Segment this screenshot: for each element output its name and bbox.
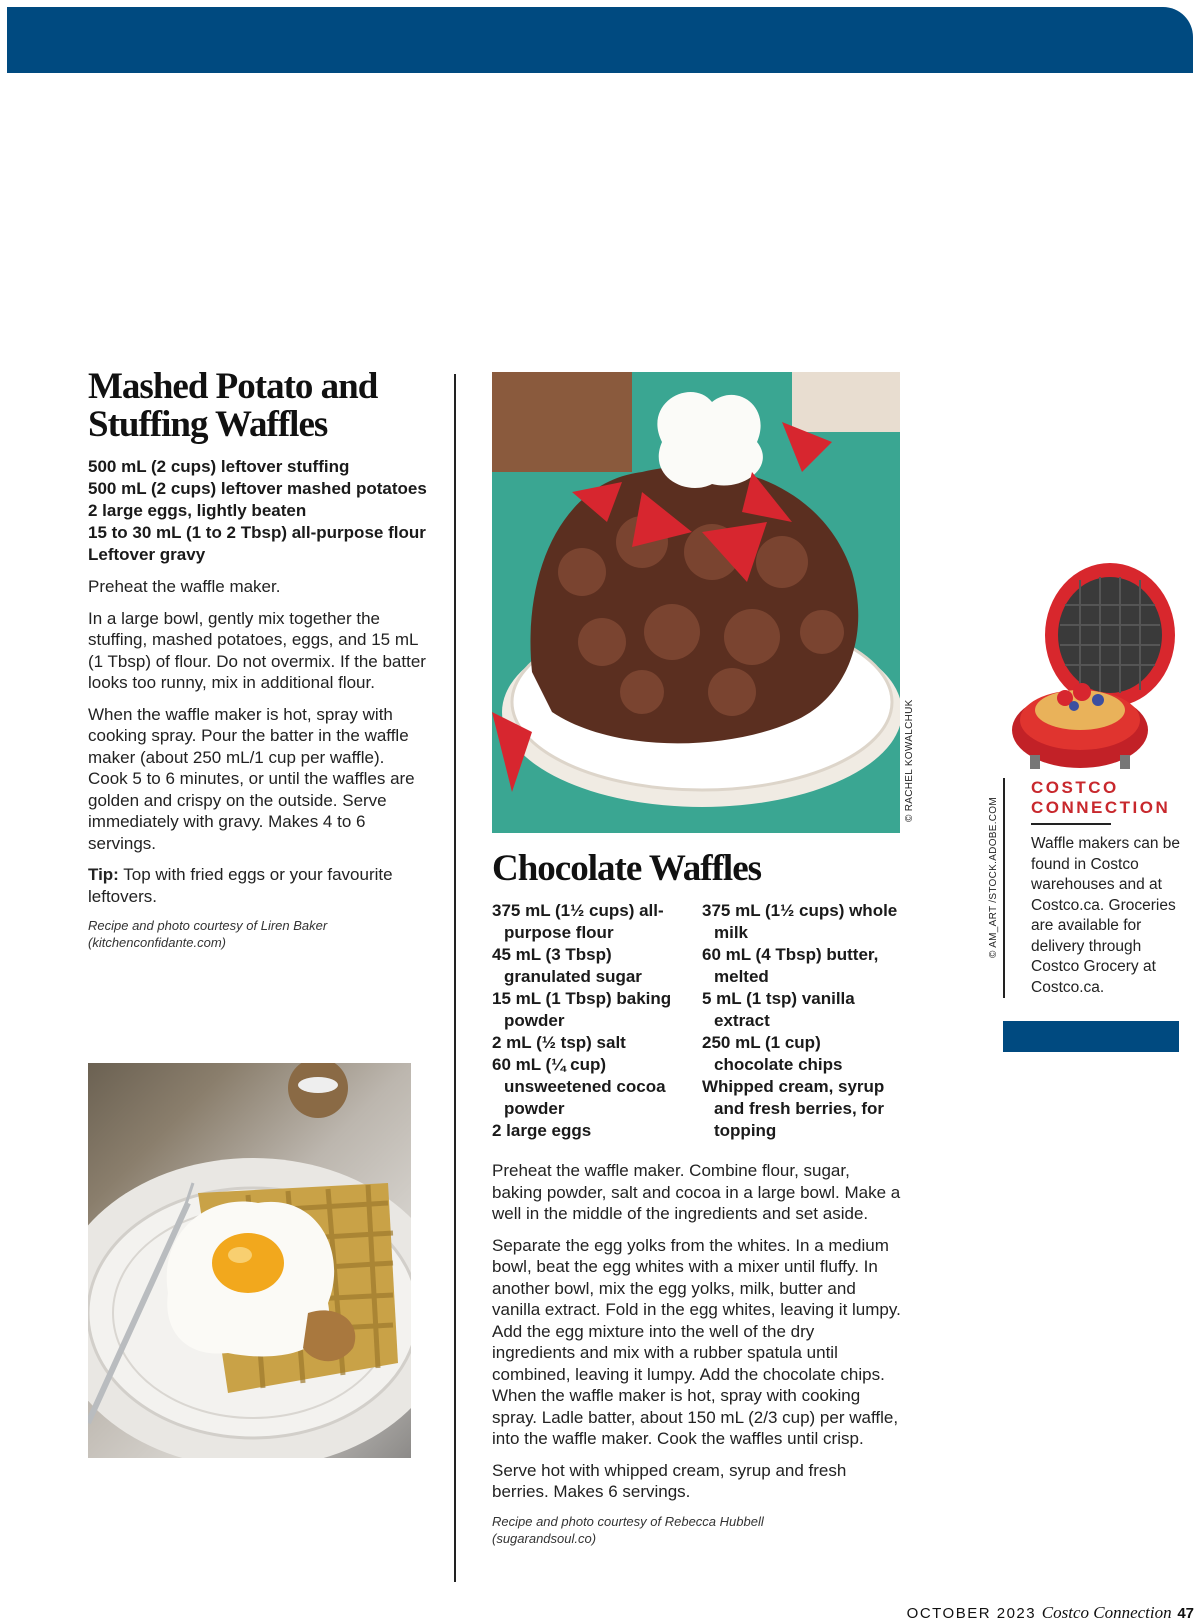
credit-line-1: Recipe and photo courtesy of Liren Baker — [88, 918, 328, 933]
sidebar-rule — [1031, 823, 1111, 825]
potato-waffle-photo — [88, 1063, 411, 1458]
ingredient: 375 mL (1½ cups) all-purpose flour — [492, 901, 664, 942]
sidebar-title-line-2: CONNECTION — [1031, 798, 1171, 817]
page-number: 47 — [1177, 1605, 1194, 1622]
ingredient: 45 mL (3 Tbsp) granulated sugar — [492, 945, 642, 986]
page-footer — [907, 1603, 1194, 1623]
footer-brand: Costco Connection — [1041, 1603, 1172, 1622]
ingredient-list-right — [702, 900, 902, 1142]
recipe-steps — [492, 1160, 902, 1547]
footer-date: OCTOBER 2023 — [906, 1605, 1037, 1622]
tip-label: Tip: — [88, 865, 119, 884]
ingredient: 5 mL (1 tsp) vanilla extract — [702, 989, 855, 1030]
ingredient: 500 mL (2 cups) leftover mashed potatoes — [88, 479, 427, 498]
recipe-title — [88, 368, 428, 444]
step-text: Preheat the waffle maker. Combine flour, sugar, baking powder, salt and cocoa in a large bowl. Make a well in the middle of the ingredients and set aside. — [492, 1161, 901, 1223]
chocolate-waffle-illustration — [492, 372, 900, 833]
sidebar-text: Waffle makers can be found in Costco warehouses and at Costco.ca. Groceries are available for delivery through Costco Grocery at Costco.ca. — [1031, 835, 1181, 996]
ingredient: 60 mL (4 Tbsp) butter, melted — [702, 945, 879, 986]
ingredient: 375 mL (1½ cups) whole milk — [702, 901, 898, 942]
ingredient: 2 large eggs — [492, 1121, 592, 1140]
ingredient: 15 mL (1 Tbsp) baking powder — [492, 989, 672, 1030]
costco-connection-sidebar — [1003, 778, 1200, 998]
ingredient-list-left — [492, 900, 692, 1142]
step-text: Preheat the waffle maker. — [88, 577, 281, 596]
credit-line-2: (kitchenconfidante.com) — [88, 935, 227, 950]
credit-line-1: Recipe and photo courtesy of Rebecca Hubbell — [492, 1513, 764, 1529]
recipe-title: Chocolate Waffles — [492, 848, 762, 889]
recipe-credit — [492, 1513, 902, 1547]
title-line-1: Mashed Potato and — [88, 366, 378, 407]
ingredient: 250 mL (1 cup) chocolate chips — [702, 1033, 843, 1074]
tip-body: Top with fried eggs or your favourite leftovers. — [88, 865, 393, 906]
potato-waffle-illustration — [88, 1063, 411, 1458]
header-bar — [7, 7, 1193, 73]
title-line-2: Stuffing Waffles — [88, 404, 328, 445]
ingredient: 60 mL (¼ cup) unsweetened cocoa powder — [492, 1055, 666, 1118]
credit-line-2: (sugarandsoul.co) — [492, 1530, 597, 1546]
tip-text — [88, 864, 428, 907]
sidebar-title — [1031, 778, 1200, 818]
ingredient-columns — [492, 900, 902, 1152]
waffle-maker-illustration — [1010, 560, 1175, 775]
ingredient: 15 to 30 mL (1 to 2 Tbsp) all-purpose flour — [88, 523, 426, 542]
step-text: Serve hot with whipped cream, syrup and fresh berries. Makes 6 servings. — [492, 1460, 847, 1501]
sidebar-title-line-1: COSTCO — [1031, 778, 1119, 797]
ingredient: Leftover gravy — [88, 545, 206, 564]
ingredient: 2 mL (½ tsp) salt — [492, 1033, 626, 1052]
step-text: Separate the egg yolks from the whites. In a medium bowl, beat the egg whites with a mixer until fluffy. In another bowl, mix the egg yolks, milk, butter and vanilla extract. Fold in the egg whites, leaving it lumpy. Add the egg mixture into the well of the dry ingredients and mix with a rubber spatula until combined, leaving it lumpy. Add the chocolate chips. When the waffle maker is hot, spray with cooking spray. Ladle batter, about 150 mL (2/3 cup) per waffle, into the waffle maker. Cook the waffles until crisp. — [492, 1235, 901, 1448]
step-text: When the waffle maker is hot, spray with cooking spray. Pour the batter in the waffle maker (about 250 mL/1 cup per waffle). Cook 5 to 6 minutes, or until the waffles are golden and crispy on the outside. Serve immediately with gravy. Makes 4 to 6 servings. — [88, 704, 415, 853]
column-divider — [454, 374, 456, 1582]
recipe-chocolate — [492, 850, 902, 1547]
ingredient-list — [88, 456, 428, 566]
photo-credit-vertical: © RACHEL KOWALCHUK — [904, 699, 915, 822]
chocolate-waffle-photo — [492, 372, 900, 833]
illustration-credit-vertical: © AM_ART /STOCK.ADOBE.COM — [988, 796, 999, 958]
ingredient: 500 mL (2 cups) leftover stuffing — [88, 457, 350, 476]
recipe-credit — [88, 917, 428, 951]
step-text: In a large bowl, gently mix together the stuffing, mashed potatoes, eggs, and 15 mL (1 Tbsp) of flour. Do not overmix. If the batter looks too runny, mix in additional flour. — [88, 608, 426, 692]
ingredient: Whipped cream, syrup and fresh berries, for topping — [702, 1077, 885, 1140]
sidebar-blue-block — [1003, 1021, 1179, 1052]
recipe-mashed-potato — [88, 368, 428, 951]
waffle-maker-icon — [1010, 560, 1175, 775]
ingredient: 2 large eggs, lightly beaten — [88, 501, 307, 520]
